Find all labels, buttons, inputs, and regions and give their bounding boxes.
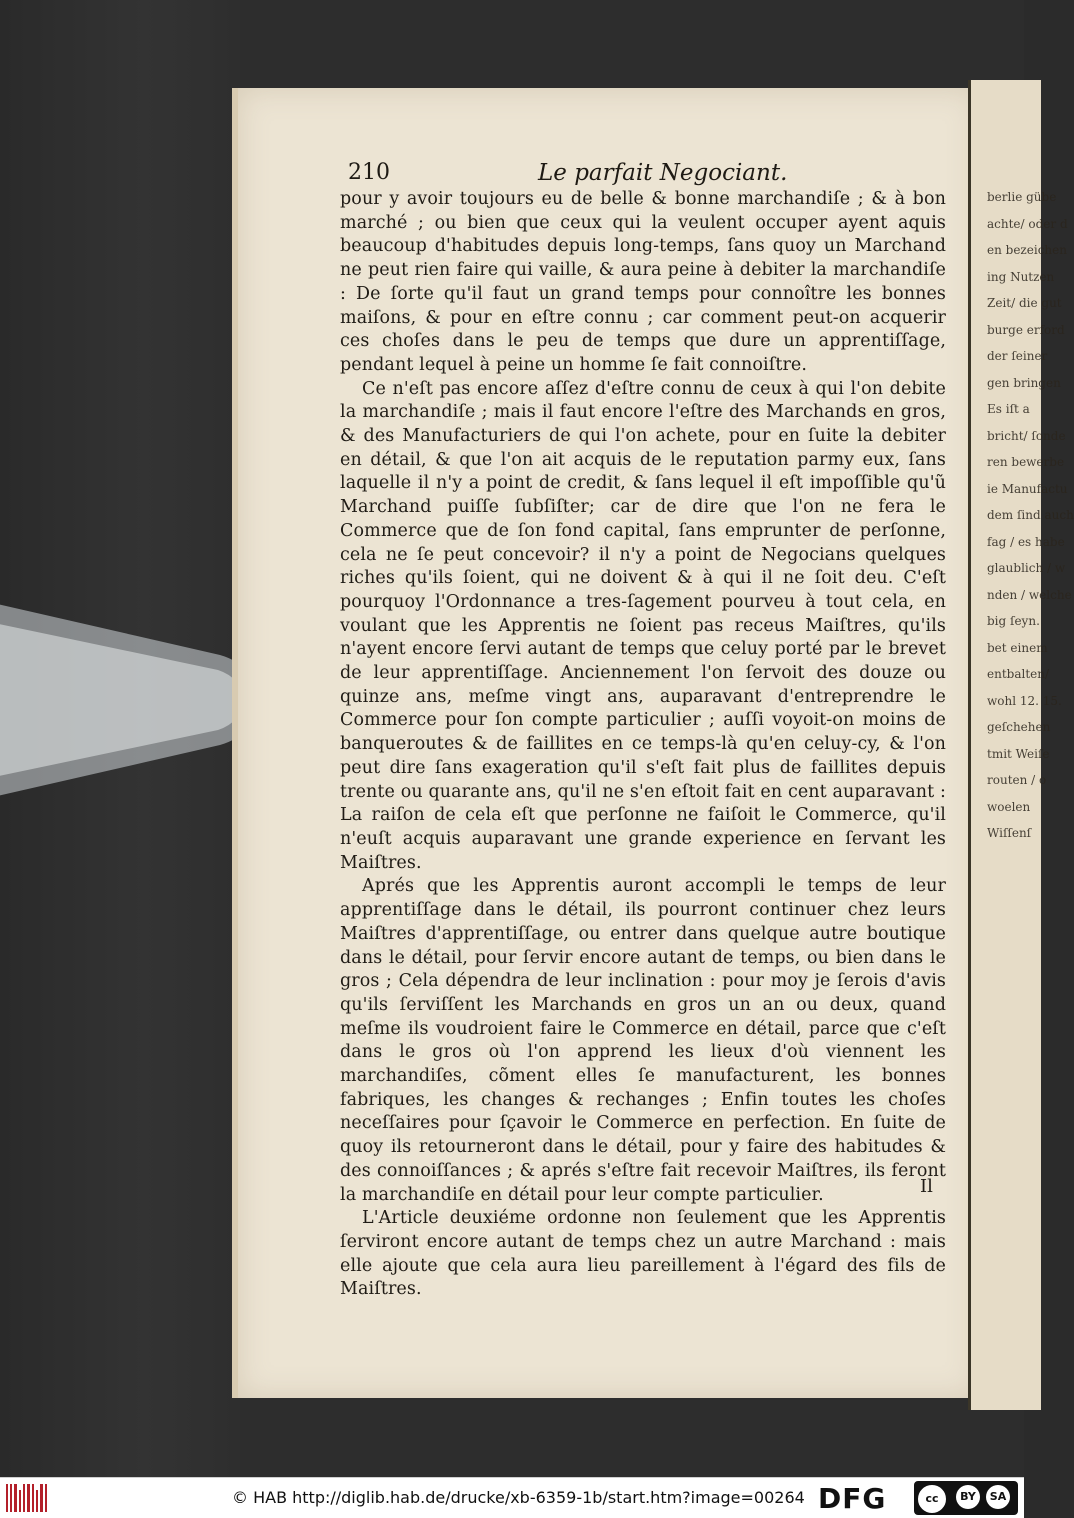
facing-page-text-fragment: berlie gübe (987, 190, 1057, 204)
facing-page-text-fragment: Zeit/ die gut (987, 296, 1062, 310)
facing-page-text-fragment: entbalten/ (987, 667, 1050, 681)
facing-page-text-fragment: geſchehen (987, 720, 1051, 734)
facing-page-text-fragment: tmit Weiſe (987, 746, 1050, 761)
running-title: Le parfait Negociant. (538, 160, 788, 186)
facing-page-text-fragment: ren bewerbe (987, 455, 1065, 469)
sa-icon: SA (986, 1485, 1010, 1509)
paragraph: pour y avoir toujours eu de belle & bonne marchandiſe ; & à bon marché ; ou bien que ceux qui la veulent occuper ayent aquis beaucoup d'habitudes depuis long-temps, ſans quoy un Marchand ne peut rien faire qui vaille, & aura peine à debiter la marchandiſe : De ſorte qu'il faut un grand temps pour connoître les bonnes maiſons, & pour en eſtre connu ; car comment peut-on acquerir ces choſes dans le peu de temps que dure un apprentiſſage, pendant lequel à peine un homme ſe fait connoiſtre. (340, 189, 946, 375)
facing-page-text-fragment: dem ſind auch (987, 508, 1074, 522)
body-text (340, 188, 946, 1302)
facing-page-text-fragment: der ſeiner (987, 349, 1048, 363)
viewer-footer (0, 1477, 1024, 1518)
facing-page-text-fragment: big ſeyn. (987, 614, 1040, 628)
cc-license-badge[interactable] (914, 1481, 1018, 1515)
facing-page-text-fragment: fag / es habe (987, 534, 1065, 549)
facing-page-text-fragment: Wiſſenſ (987, 826, 1032, 840)
facing-page-text-fragment: en bezeichen (987, 243, 1067, 257)
facing-page-text-fragment: nden / welche (987, 587, 1072, 602)
facing-page-text-fragment: Es iſt a (987, 402, 1030, 416)
page-number: 210 (348, 160, 390, 185)
facing-page-text-fragment: wohl 12. 15. (987, 693, 1062, 708)
facing-page-text-fragment: glaublich / w (987, 561, 1066, 575)
facing-page-text-fragment: ing Nutzen (987, 269, 1055, 284)
facing-page-text-fragment: woelen (987, 799, 1031, 814)
facing-page-text-fragment: burge erford (987, 322, 1065, 337)
catchword: Il (920, 1176, 933, 1197)
source-link[interactable]: © HAB http://diglib.hab.de/drucke/xb-6359-1b/start.htm?image=00264 (232, 1488, 805, 1507)
facing-page-edge (968, 80, 1074, 1410)
facing-page-text-fragment: bet einem (987, 640, 1048, 655)
hab-logo-icon (6, 1484, 48, 1512)
facing-page-text-fragment: routen / o (987, 773, 1047, 787)
facing-page-text-fragment: bricht/ ſonde (987, 428, 1066, 443)
paragraph: Aprés que les Apprentis auront accompli le temps de leur apprentiſſage dans le détail, ils pourront continuer chez leurs Maiſtres d'apprentiſſage, ou entrer dans quelque autre boutique dans le détail, pour ſervir encore autant de temps, ou bien dans le gros ; Cela dépendra de leur inclination : pour moy je ſerois d'avis qu'ils ſerviſſent les Marchands en gros un an ou deux, quand meſme ils voudroient faire le Commerce en détail, parce que c'eſt dans le gros où l'on apprend les lieux d'où viennent les marchandiſes, cõment elles ſe manufacturent, les bonnes fabriques, les changes & rechanges ; Enfin toutes les choſes neceſſaires pour ſçavoir le Commerce en perfection. En ſuite de quoy ils retourneront dans le détail, pour y faire des habitudes & des connoiſſances ; & aprés s'eſtre fait recevoir Maiſtres, ils feront la marchandiſe en détail pour leur compte particulier. (340, 876, 946, 1205)
facing-page-text-fragment: gen bringen (987, 375, 1061, 390)
facing-page-text-fragment: achte/ oder d (987, 216, 1068, 231)
paragraph: Ce n'eſt pas encore aſſez d'eſtre connu de ceux à qui l'on debite la marchandiſe ; mais il faut encore l'eſtre des Marchands en gros, & des Manufacturiers de qui l'on achete, pour en ſuite la debiter en détail, & que l'on ait acquis de le reputation parmy eux, ſans laquelle il n'y a point de credit, & ſans lequel il eſt impoſſible qu'ũ Marchand puiſſe ſubſiſter; car de dire que l'on ne fera le Commerce que de ſon fond capital, ſans emprunter de perſonne, cela ne ſe peut concevoir? il n'y a point de Negocians quelques riches qu'ils ſoient, qui ne doivent & à qui il ne ſoit deu. C'eſt pourquoy l'Ordonnance a tres-ſagement pourveu à tout cela, en voulant que les Apprentis ne ſoient pas receus Maiſtres, qu'ils n'ayent encore ſervi autant de temps que celuy porté par le brevet de leur apprentiſſage. Anciennement l'on ſervoit des douze ou quinze ans, meſme vingt ans, auparavant d'entreprendre le Commerce pour ſon compte particulier ; auſſi voyoit-on moins de banqueroutes & de faillites en ce temps-là qu'en celuy-cy, & l'on peut dire ſans exageration qu'il s'eſt fait plus de faillites depuis trente ou quarante ans, qu'il ne s'en eſtoit fait en cent auparavant : La raiſon de cela eſt que perſonne ne faiſoit le Commerce, qu'il n'euſt acquis auparavant une grande experience en ſervant les Maiſtres. (340, 378, 946, 873)
paragraph: L'Article deuxiéme ordonne non ſeulement que les Apprentis ſerviront encore autant de temps chez un autre Marchand : mais elle ajoute que cela aura lieu pareillement à l'égard des fils de Maiſtres. (340, 1208, 946, 1300)
cc-icon: cc (918, 1485, 946, 1513)
dfg-logo: DFG (818, 1482, 887, 1515)
by-icon: BY (956, 1485, 980, 1509)
facing-page-text-fragment: ie Manufactu (987, 481, 1068, 496)
